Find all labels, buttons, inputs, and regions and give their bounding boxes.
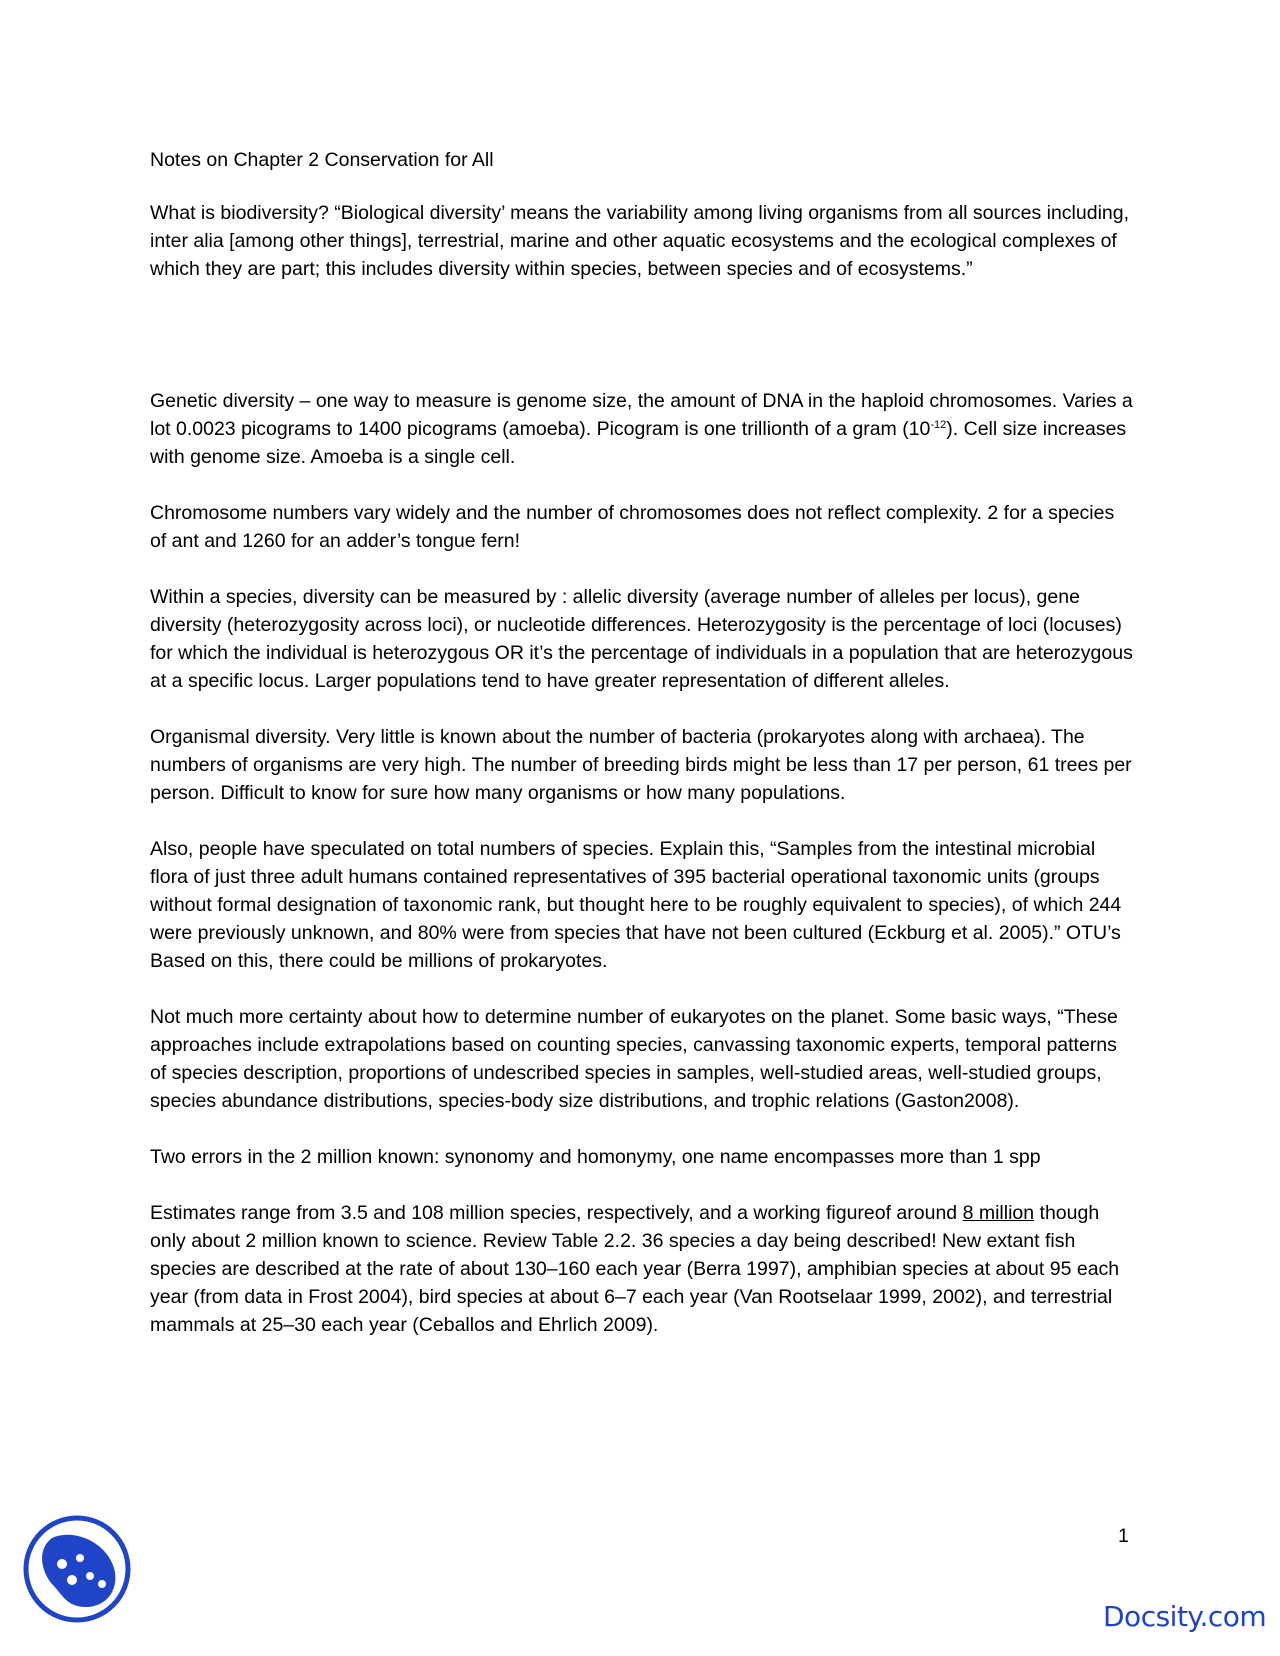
paragraph-chromosome-numbers: Chromosome numbers vary widely and the number of chromosomes does not reflect complexity. 2 for a species of ant and 1260 for an adder’s tongue fern! xyxy=(150,502,1115,552)
paragraph-within-species: Within a species, diversity can be measured by : allelic diversity (average number of alleles per locus), gene diversity (heterozygosity across loci), or nucleotide differences. Heterozygosity is the percentage of loci (locuses) for which the individual is heterozygous OR it’s the percentage of individuals in a population that are heterozygous at a specific locus. Larger populations tend to have greater representation of different alleles. xyxy=(150,586,1133,692)
paragraph-estimates-text-b: though only about 2 million known to science. Review Table 2.2. 36 species a day being described! New extant fish species are described at the rate of about 130–160 each year (Berra 1997), amphibian species at about 95 each year (from data in Frost 2004), bird species at about 6–7 each year (Van Rootselaar 1999, 2002), and terrestrial mammals at 25–30 each year (Ceballos and Ehrlich 2009). xyxy=(150,1202,1120,1336)
underlined-figure: 8 million xyxy=(962,1202,1035,1224)
document-title: Notes on Chapter 2 Conservation for All xyxy=(150,149,494,171)
paragraph-biodiversity-definition: What is biodiversity? “Biological diversity’ means the variability among living organisms from all sources including, inter alia [among other things], terrestrial, marine and other aquatic ecosystems and the ecological complexes of which they are part; this includes diversity within species, between species and of ecosystems.” xyxy=(150,202,1130,280)
page-number: 1 xyxy=(1118,1525,1129,1547)
docsity-brand-link[interactable]: Docsity.com xyxy=(1103,1600,1267,1633)
paragraph-errors: Two errors in the 2 million known: synonomy and homonymy, one name encompasses more than 1 spp xyxy=(150,1146,1041,1168)
exponent: -12 xyxy=(930,419,947,431)
paragraph-organismal-diversity: Organismal diversity. Very little is known about the number of bacteria (prokaryotes along with archaea). The numbers of organisms are very high. The number of breeding birds might be less than 17 per person, 61 trees per person. Difficult to know for sure how many organisms or how many populations. xyxy=(150,726,1132,804)
paragraph-genetic-diversity-text-b: ). Cell size increases with genome size. Amoeba is a single cell. xyxy=(150,418,1127,468)
paragraph-eukaryotes: Not much more certainty about how to determine number of eukaryotes on the planet. Some basic ways, “These approaches include extrapolations based on counting species, canvassing taxonomic experts, temporal patterns of species description, proportions of undescribed species in samples, well-studied areas, well-studied groups, species abundance distributions, species-body size distributions, and trophic relations (Gaston2008). xyxy=(150,1006,1118,1112)
paragraph-genetic-diversity-text-a: Genetic diversity – one way to measure is genome size, the amount of DNA in the haploid chromosomes. Varies a lot 0.0023 picograms to 1400 picograms (amoeba). Picogram is one trillionth of a gram (10 xyxy=(150,390,1133,440)
paragraph-species-numbers: Also, people have speculated on total numbers of species. Explain this, “Samples from the intestinal microbial flora of just three adult humans contained representatives of 395 bacterial operational taxonomic units (groups without formal designation of taxonomic rank, but thought here to be roughly equivalent to species), of which 244 were previously unknown, and 80% were from species that have not been cultured (Eckburg et al. 2005).” OTU’s Based on this, there could be millions of prokaryotes. xyxy=(150,838,1122,972)
docsity-logo-icon xyxy=(22,1514,132,1624)
paragraph-estimates-text-a: Estimates range from 3.5 and 108 million species, respectively, and a working figureof around xyxy=(150,1202,963,1224)
document-body xyxy=(150,146,1135,1339)
paragraph-genetic-diversity xyxy=(150,387,1135,471)
paragraph-estimates xyxy=(150,1199,1135,1339)
